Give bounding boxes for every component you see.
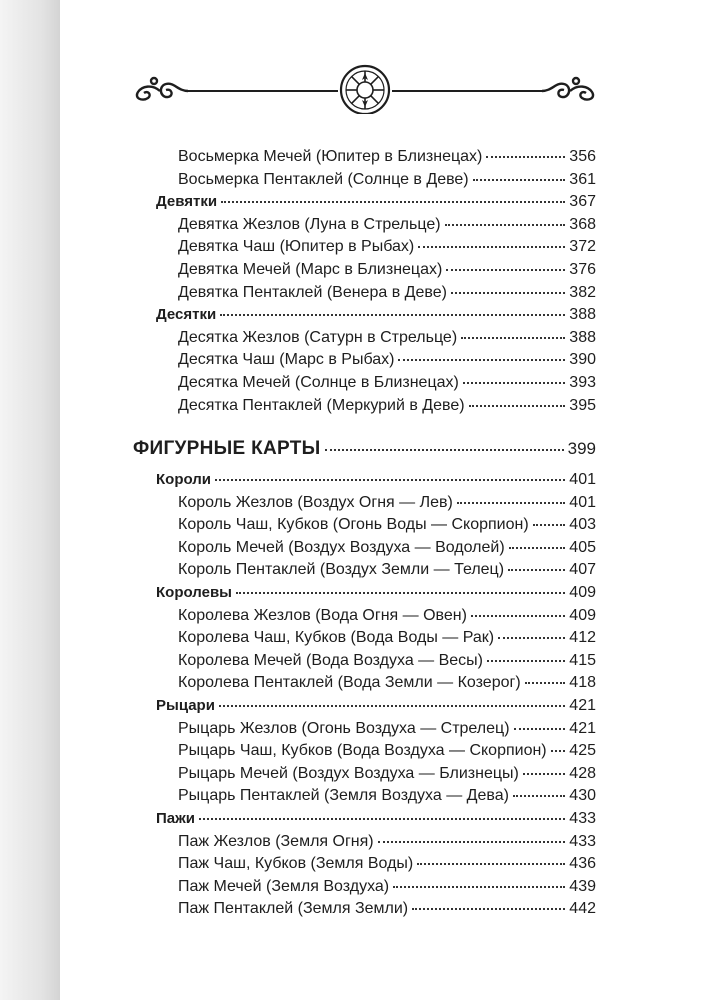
toc-page-number: 393 bbox=[569, 374, 596, 391]
toc-page-number: 388 bbox=[569, 306, 596, 323]
toc-entry-title: Восьмерка Пентаклей (Солнце в Деве) bbox=[178, 171, 469, 188]
toc-entry-title: Рыцарь Чаш, Кубков (Вода Воздуха — Скорпион) bbox=[178, 742, 547, 759]
dot-leader bbox=[417, 849, 565, 865]
toc-page-number: 415 bbox=[569, 652, 596, 669]
toc-entry-title: Рыцарь Жезлов (Огонь Воздуха — Стрелец) bbox=[178, 720, 510, 737]
toc-page-number: 425 bbox=[569, 742, 596, 759]
dot-leader bbox=[199, 804, 565, 820]
toc-page-number: 372 bbox=[569, 238, 596, 255]
dot-leader bbox=[393, 872, 565, 888]
dot-leader bbox=[471, 601, 565, 617]
dot-leader bbox=[445, 210, 566, 226]
toc-page-number: 382 bbox=[569, 284, 596, 301]
dot-leader bbox=[533, 510, 566, 526]
toc-page-number: 407 bbox=[569, 561, 596, 578]
toc-page-number: 430 bbox=[569, 787, 596, 804]
toc-entry-title: Десятка Чаш (Марс в Рыбах) bbox=[178, 351, 395, 368]
dot-leader bbox=[325, 435, 564, 451]
toc-page-number: 403 bbox=[569, 516, 596, 533]
dot-leader bbox=[486, 142, 565, 158]
toc-section-title: ФИГУРНЫЕ КАРТЫ bbox=[133, 438, 321, 459]
toc-page-number: 409 bbox=[569, 584, 596, 601]
dot-leader bbox=[551, 736, 566, 752]
toc-group-title: Короли bbox=[156, 471, 212, 488]
toc-entry-title: Девятка Пентаклей (Венера в Деве) bbox=[178, 284, 447, 301]
toc-page-number: 442 bbox=[569, 900, 596, 917]
dot-leader bbox=[446, 255, 565, 271]
toc-page-number: 433 bbox=[569, 810, 596, 827]
dot-leader bbox=[523, 759, 565, 775]
dot-leader bbox=[398, 345, 565, 361]
toc-page-number: 409 bbox=[569, 607, 596, 624]
dot-leader bbox=[463, 368, 565, 384]
toc-entry-title: Паж Чаш, Кубков (Земля Воды) bbox=[178, 855, 414, 872]
toc-group-title: Рыцари bbox=[156, 697, 215, 714]
toc-page-number: 356 bbox=[569, 148, 596, 165]
toc-section-row bbox=[133, 438, 596, 460]
toc-entry-title: Девятка Мечей (Марс в Близнецах) bbox=[178, 261, 443, 278]
toc-page-number: 412 bbox=[569, 629, 596, 646]
toc-group-title: Девятки bbox=[156, 193, 218, 210]
toc-entry-row bbox=[178, 897, 596, 920]
dot-leader bbox=[215, 465, 565, 481]
dot-leader bbox=[451, 278, 565, 294]
toc-entry-title: Королева Чаш, Кубков (Вода Воды — Рак) bbox=[178, 629, 495, 646]
toc-entry-title: Королева Мечей (Вода Воздуха — Весы) bbox=[178, 652, 483, 669]
toc-page-number: 428 bbox=[569, 765, 596, 782]
dot-leader bbox=[221, 187, 565, 203]
toc-page-number: 401 bbox=[569, 494, 596, 511]
dot-leader bbox=[219, 691, 565, 707]
dot-leader bbox=[457, 488, 565, 504]
toc-page-number: 376 bbox=[569, 261, 596, 278]
toc-entry-title: Десятка Жезлов (Сатурн в Стрельце) bbox=[178, 329, 458, 346]
toc-entry-title: Король Чаш, Кубков (Огонь Воды — Скорпион) bbox=[178, 516, 529, 533]
dot-leader bbox=[487, 646, 565, 662]
toc-entry-title: Рыцарь Пентаклей (Земля Воздуха — Дева) bbox=[178, 787, 509, 804]
toc-entry-title: Королева Пентаклей (Вода Земли — Козерог) bbox=[178, 674, 521, 691]
dot-leader bbox=[508, 555, 565, 571]
dot-leader bbox=[509, 533, 566, 549]
toc-page-number: 401 bbox=[569, 471, 596, 488]
toc-page-number: 405 bbox=[569, 539, 596, 556]
dot-leader bbox=[418, 232, 565, 248]
toc-entry-title: Король Пентаклей (Воздух Земли — Телец) bbox=[178, 561, 505, 578]
toc-entry-title: Король Жезлов (Воздух Огня — Лев) bbox=[178, 494, 453, 511]
dot-leader bbox=[378, 827, 566, 843]
toc-group-title: Королевы bbox=[156, 584, 232, 601]
toc-group-title: Пажи bbox=[156, 810, 195, 827]
toc-page-number: 361 bbox=[569, 171, 596, 188]
dot-leader bbox=[473, 165, 566, 181]
dot-leader bbox=[469, 391, 566, 407]
toc-entry-title: Король Мечей (Воздух Воздуха — Водолей) bbox=[178, 539, 505, 556]
toc-page-number: 390 bbox=[569, 351, 596, 368]
dot-leader bbox=[498, 623, 565, 639]
toc-page-number: 439 bbox=[569, 878, 596, 895]
toc-page-number: 421 bbox=[569, 720, 596, 737]
dot-leader bbox=[412, 894, 565, 910]
toc-page-number: 368 bbox=[569, 216, 596, 233]
toc-entry-title: Десятка Пентаклей (Меркурий в Деве) bbox=[178, 397, 465, 414]
toc-page-number: 399 bbox=[567, 439, 596, 458]
dot-leader bbox=[236, 578, 565, 594]
toc-page-number: 418 bbox=[569, 674, 596, 691]
toc-entry-title: Паж Пентаклей (Земля Земли) bbox=[178, 900, 409, 917]
toc-page-number: 395 bbox=[569, 397, 596, 414]
toc-entry-row bbox=[178, 717, 596, 740]
toc-entry-title: Восьмерка Мечей (Юпитер в Близнецах) bbox=[178, 148, 483, 165]
toc-entry-title: Десятка Мечей (Солнце в Близнецах) bbox=[178, 374, 459, 391]
dot-leader bbox=[461, 323, 565, 339]
toc-entry-row bbox=[178, 394, 596, 417]
dot-leader bbox=[513, 781, 565, 797]
toc-group-title: Десятки bbox=[156, 306, 217, 323]
toc-entry-title: Королева Жезлов (Вода Огня — Овен) bbox=[178, 607, 467, 624]
toc-entry-title: Девятка Чаш (Юпитер в Рыбах) bbox=[178, 238, 415, 255]
toc-entry-title: Рыцарь Мечей (Воздух Воздуха — Близнецы) bbox=[178, 765, 519, 782]
toc-page-number: 433 bbox=[569, 833, 596, 850]
toc-entry-title: Паж Мечей (Земля Воздуха) bbox=[178, 878, 390, 895]
dot-leader bbox=[514, 714, 566, 730]
toc-page-number: 367 bbox=[569, 193, 596, 210]
toc-page-number: 421 bbox=[569, 697, 596, 714]
dot-leader bbox=[525, 668, 566, 684]
toc-entry-title: Паж Жезлов (Земля Огня) bbox=[178, 833, 374, 850]
dot-leader bbox=[220, 300, 565, 316]
toc-page-number: 388 bbox=[569, 329, 596, 346]
toc-entry-title: Девятка Жезлов (Луна в Стрельце) bbox=[178, 216, 441, 233]
toc-page-number: 436 bbox=[569, 855, 596, 872]
